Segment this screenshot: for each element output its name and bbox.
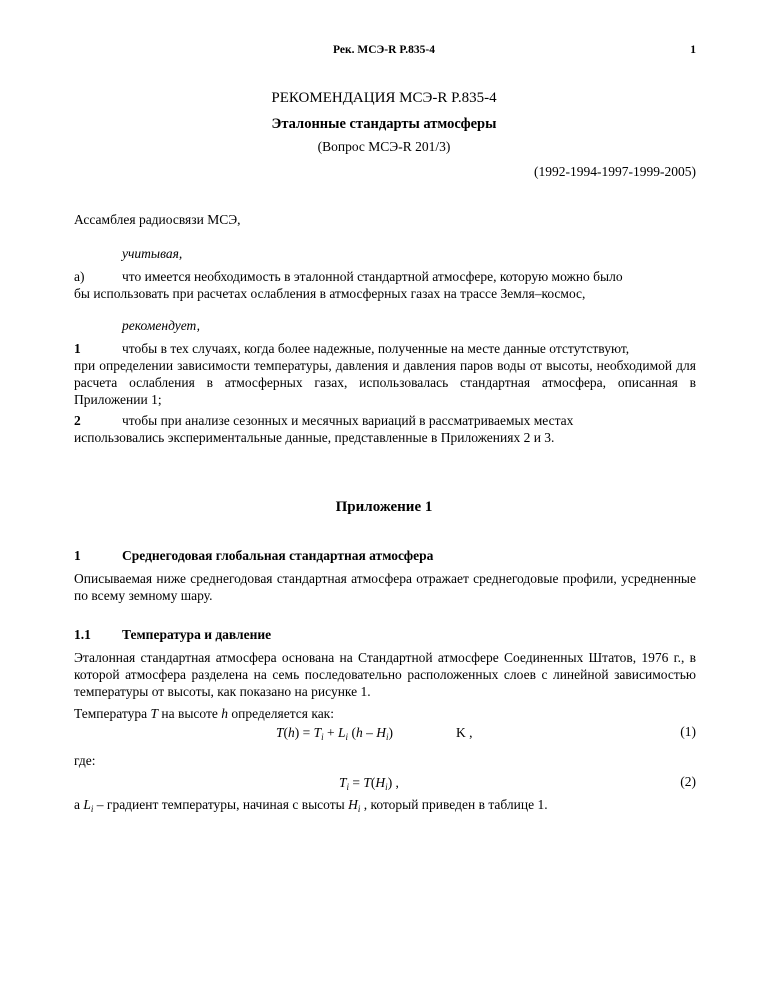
approval-years: (1992-1994-1997-1999-2005) xyxy=(534,164,696,179)
item-a-text-first: что имеется необходимость в эталонной стандартной атмосфере, которую можно было xyxy=(122,269,623,284)
final-b: – градиент температуры, начиная с высоты xyxy=(93,797,349,812)
item-a-label: a) xyxy=(74,269,85,284)
item-2 xyxy=(74,412,696,429)
height-base-symbol: H xyxy=(348,797,358,812)
recommendation-subject: Эталонные стандарты атмосферы xyxy=(271,116,497,132)
item-a-text-rest: бы использовать при расчетах ослабления в атмосферных газах на трассе Земля–космос, xyxy=(74,286,586,301)
where-label: где: xyxy=(74,753,96,768)
running-title: Рек. МСЭ-R P.835-4 xyxy=(333,44,435,56)
item-1-label: 1 xyxy=(74,341,81,356)
temperature-intro-c: определяется как: xyxy=(227,706,334,721)
recommendation-title: РЕКОМЕНДАЦИЯ МСЭ-R P.835-4 xyxy=(271,90,497,106)
final-a: а xyxy=(74,797,84,812)
temperature-intro-b: на высоте xyxy=(157,706,222,721)
height-symbol: h xyxy=(221,706,228,721)
item-a xyxy=(74,268,696,285)
item-1 xyxy=(74,340,696,357)
equation-1: $T(h) = T_i + L_i$ $(h - H_i)$ xyxy=(276,725,393,742)
section-1-1-text: Эталонная стандартная атмосфера основана на Стандартной атмосфере Соединенных Штатов, 1976 г., в которой атмосфера разделена на семь последовательно расположенных слоев с линейной зависимостью температуры от высоты, как показано на рисунке 1. xyxy=(74,650,696,699)
page-number: 1 xyxy=(690,44,696,56)
assembly-line: Ассамблея радиосвязи МСЭ, xyxy=(74,212,241,227)
item-1-rest: при определении зависимости температуры, давления и давления паров воды от высоты, необходимой для расчета ослабления в атмосферных газах, использовалась стандартная атмосфера, описанная в Приложении 1; xyxy=(74,358,696,407)
temperature-symbol: T xyxy=(150,706,158,721)
equation-2: $T_i = T(H_i)$ , xyxy=(339,775,399,792)
section-1-1-title: Температура и давление xyxy=(122,627,272,642)
gradient-symbol: L xyxy=(83,797,91,812)
section-1-1-number: 1.1 xyxy=(74,627,91,642)
question-reference: (Вопрос МСЭ-R 201/3) xyxy=(317,139,451,154)
item-2-rest: использовались экспериментальные данные, представленные в Приложениях 2 и 3. xyxy=(74,430,555,445)
final-paragraph xyxy=(74,796,548,813)
equation-1-number: (1) xyxy=(680,724,696,739)
temperature-intro xyxy=(74,705,334,722)
height-base-subscript: i xyxy=(357,804,361,814)
section-1-number: 1 xyxy=(74,548,81,563)
recommends-heading: рекомендует, xyxy=(122,318,201,333)
annex-title: Приложение 1 xyxy=(335,499,433,515)
item-2-label: 2 xyxy=(74,413,81,428)
considering-heading: учитывая, xyxy=(122,246,183,261)
equation-1-unit: K , xyxy=(456,725,473,740)
final-c: , который приведен в таблице 1. xyxy=(360,797,548,812)
gradient-subscript: i xyxy=(90,804,94,814)
temperature-intro-a: Температура xyxy=(74,706,151,721)
section-1-text: Описываемая ниже среднегодовая стандартная атмосфера отражает среднегодовые профили, усредненные по всему земному шару. xyxy=(74,571,696,603)
item-1-first: чтобы в тех случаях, когда более надежные, полученные на месте данные отстутствуют, xyxy=(122,341,630,356)
equation-2-number: (2) xyxy=(680,774,696,789)
item-2-first: чтобы при анализе сезонных и месячных вариаций в рассматриваемых местах xyxy=(122,413,574,428)
section-1-title: Среднегодовая глобальная стандартная атмосфера xyxy=(122,548,434,563)
